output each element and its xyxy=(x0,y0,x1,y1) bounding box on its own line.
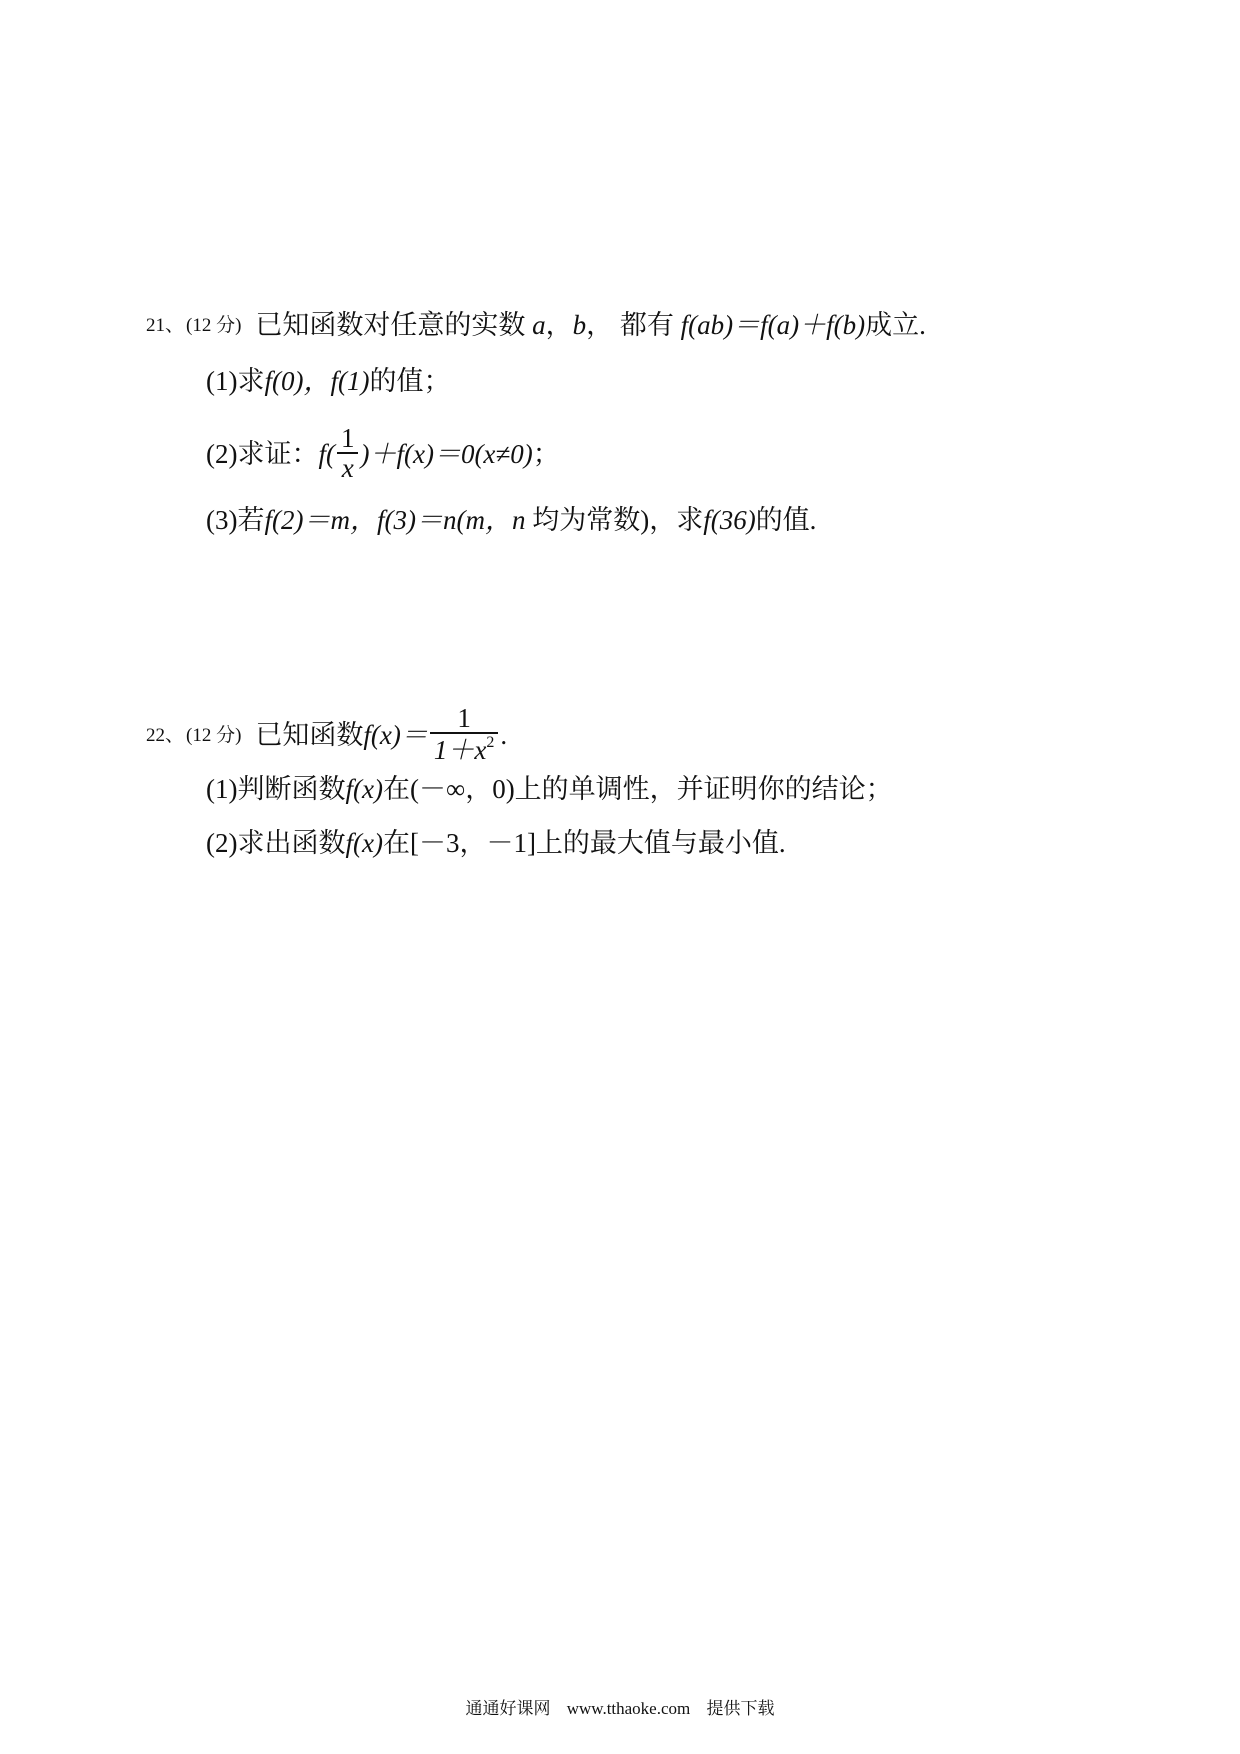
q22-part2 xyxy=(206,830,786,857)
q22-part1-expr: f(x) xyxy=(345,774,383,804)
q22-stem xyxy=(146,704,507,766)
fraction-numerator: 1 xyxy=(457,703,471,733)
q22-fraction xyxy=(430,704,498,766)
q21-part3-expr1: f(2)＝m，f(3)＝n(m，n xyxy=(264,505,526,535)
q21-part3 xyxy=(206,507,816,534)
q22-part1 xyxy=(206,776,893,803)
q21-part3-mid: 均为常数)，求 xyxy=(532,505,704,535)
footer-url: www.tthaoke.com xyxy=(566,1699,691,1718)
q21-part3-expr2: f(36) xyxy=(703,505,756,535)
q21-part3-suffix: 的值. xyxy=(755,505,817,535)
q21-stem-sep: ， xyxy=(545,310,573,340)
q21-part1-suffix: 的值； xyxy=(369,366,451,396)
q22-part2-expr: f(x) xyxy=(345,828,383,858)
footer-site-name: 通通好课网 xyxy=(465,1699,551,1718)
q21-part1-expr: f(0)，f(1) xyxy=(264,366,370,396)
q21-var-b: b xyxy=(572,310,587,340)
q22-part1-mid: 在(－∞，0)上的单调性，并证明你的结论； xyxy=(382,774,893,804)
q21-part2-suffix: ； xyxy=(532,438,560,469)
q21-score: (12 分) xyxy=(186,315,242,336)
q21-part2 xyxy=(206,424,560,484)
q21-stem-pre: 已知函数对任意的实数 xyxy=(255,310,526,340)
q21-part2-fraction xyxy=(337,424,359,484)
q22-part2-prefix: (2)求出函数 xyxy=(206,828,346,858)
q21-part2-rest: )＋f(x)＝0(x≠0) xyxy=(360,438,533,469)
q21-equation: f(ab)＝f(a)＋f(b) xyxy=(680,310,866,340)
denominator-base: 1＋x xyxy=(433,735,487,766)
q21-var-a: a xyxy=(532,310,546,340)
page-footer xyxy=(0,1694,1240,1719)
q21-stem-end: 成立. xyxy=(865,310,926,340)
q22-stem-end: . xyxy=(500,719,508,750)
q22-number: 22、 xyxy=(146,724,185,746)
fraction-denominator xyxy=(430,734,498,766)
fraction-numerator: 1 xyxy=(340,423,355,453)
fraction-denominator: x xyxy=(341,453,354,484)
q21-part2-prefix: (2)求证： xyxy=(206,438,319,469)
q21-part1-prefix: (1)求 xyxy=(206,366,265,396)
q21-number: 21、 xyxy=(146,315,185,336)
q22-score: (12 分) xyxy=(186,724,242,746)
denominator-power: 2 xyxy=(486,734,495,752)
q22-part2-mid: 在[－3，－1]上的最大值与最小值. xyxy=(382,828,786,858)
q21-part3-prefix: (3)若 xyxy=(206,505,265,535)
q21-stem xyxy=(146,312,926,339)
q22-part1-prefix: (1)判断函数 xyxy=(206,774,346,804)
q22-stem-f: f(x)＝ xyxy=(363,719,428,750)
q22-stem-pre: 已知函数 xyxy=(255,719,364,750)
q21-stem-post: ， 都有 xyxy=(586,310,674,340)
q21-part1 xyxy=(206,368,450,395)
footer-note: 提供下载 xyxy=(706,1699,775,1718)
q21-part2-f: f( xyxy=(318,438,335,469)
